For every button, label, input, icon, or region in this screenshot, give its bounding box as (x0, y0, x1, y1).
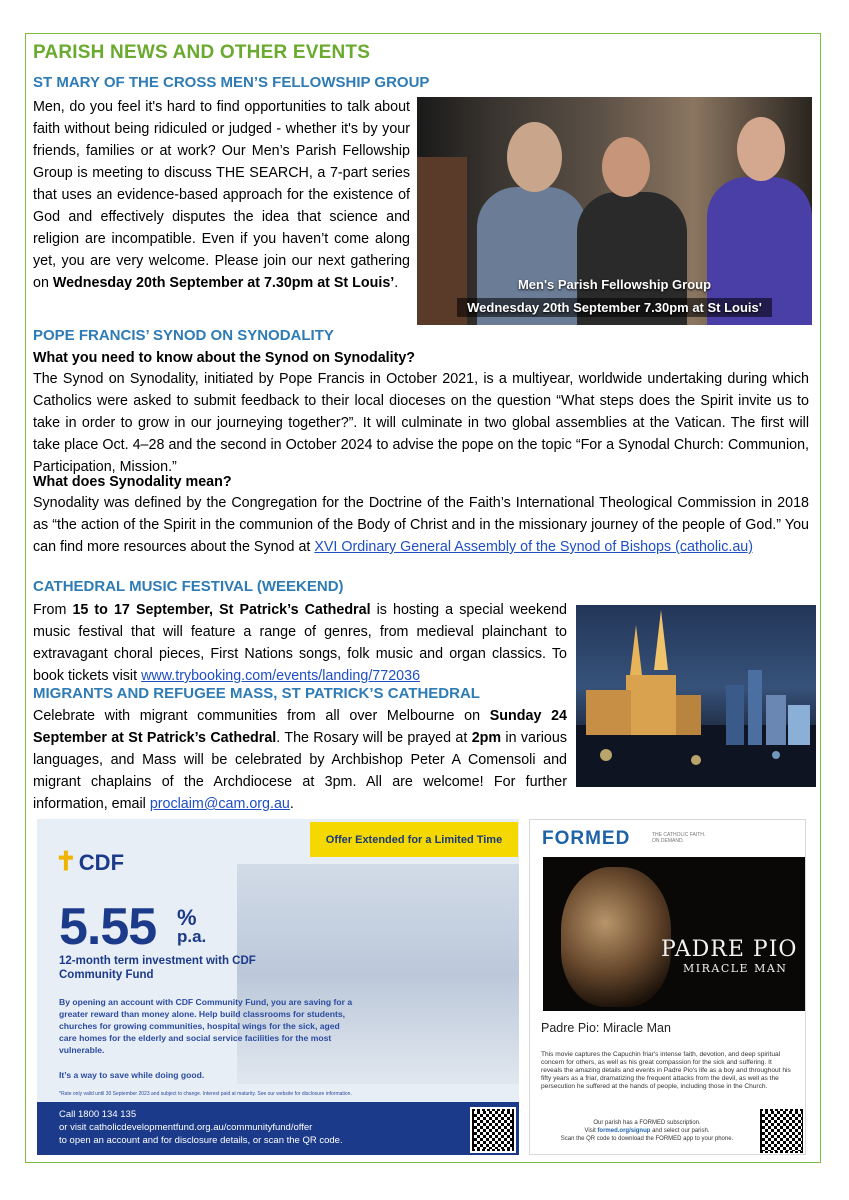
synod-question-1: What you need to know about the Synod on Synodality? (33, 350, 416, 366)
poster-title: PADRE PIO (661, 937, 798, 962)
synod-heading: POPE FRANCIS’ SYNOD ON SYNODALITY (33, 327, 334, 344)
trybooking-link[interactable]: www.trybooking.com/events/landing/772036 (141, 668, 421, 684)
mens-date: Wednesday 20th September at 7.30pm at St Louis’ (52, 275, 395, 291)
music-paragraph (33, 599, 567, 687)
cdf-website[interactable]: or visit catholicdevelopmentfund.org.au/communityfund/offer (59, 1122, 313, 1133)
cdf-fine-print: *Rate only valid until 30 September 2023 and subject to change. Interest paid at maturity. See our website for disclosure information. (59, 1091, 352, 1097)
cdf-logo (55, 846, 124, 877)
mens-group-photo (417, 97, 812, 325)
sub-visit: Visit (584, 1128, 598, 1134)
movie-title: Padre Pio: Miracle Man (541, 1021, 671, 1035)
migrants-end: . (289, 796, 294, 812)
cdf-instructions: to open an account and for disclosure details, or scan the QR code. (59, 1135, 343, 1146)
sub-line-2 (538, 1127, 756, 1135)
music-pre: From (33, 602, 73, 618)
sub-line-1: Our parish has a FORMED subscription. (593, 1120, 701, 1126)
cdf-logo-text: CDF (78, 850, 125, 875)
cdf-slogan: It’s a way to save while doing good. (59, 1070, 205, 1080)
formed-signup-link[interactable]: formed.org/signup (597, 1128, 651, 1134)
movie-description: This movie captures the Capuchin friar's intense faith, devotion, and deep spiritual concern for others, as well as his great compassion for the sick and suffering. It reveals the amazing details and events in Padre Pio's life as a boy and throughout his fifty years as a friar, dramatizing the frequent attacks from the devil, as well as the persecution he suffered at the hands of people, including those in the Church. (541, 1051, 791, 1090)
formed-advertisement (529, 819, 806, 1155)
mens-paragraph (33, 96, 410, 294)
photo-caption-title: Men's Parish Fellowship Group (517, 277, 712, 292)
sub-line-3: Scan the QR code to download the FORMED app to your phone. (560, 1136, 734, 1142)
term-description: 12-month term investment with CDF Community Fund (59, 955, 256, 981)
sub-select: and select our parish. (650, 1128, 710, 1134)
cdf-contact (59, 1108, 343, 1147)
formed-tagline (652, 832, 705, 844)
music-heading: CATHEDRAL MUSIC FESTIVAL (WEEKEND) (33, 578, 344, 595)
photo-caption-date: Wednesday 20th September 7.30pm at St Louis' (457, 298, 772, 317)
page-title: PARISH NEWS AND OTHER EVENTS (33, 42, 371, 63)
music-text: is hosting a special weekend music festival that will feature a range of genres, from medieval plainchant to extravagant choral pieces, First Nations songs, folk music and organ classics. To book tickets visit (33, 602, 567, 684)
migrants-text-3: in various languages, and Mass will be celebrated by Archbishop Peter A Comensoli and migrant chaplains of the Archdiocese at 3pm. All are welcome! For further information, email (33, 730, 567, 812)
formed-logo: FORMED (542, 828, 631, 849)
synod-paragraph-2 (33, 492, 809, 558)
cdf-advertisement (37, 819, 519, 1155)
synod-paragraph-1: The Synod on Synodality, initiated by Pope Francis in October 2021, is a multiyear, worldwide undertaking during which Catholics were asked to submit feedback to their local dioceses on the question “What steps does the Spirit invite us to take in order to grow in our journeying together?”. It will culminate in two global assemblies at the Vatican. The first will take place Oct. 4–28 and the second in October 2024 to advise the pope on the topic “For a Synodal Church: Communion, Participation, Mission.” (33, 371, 809, 475)
cdf-qr-code[interactable] (470, 1107, 516, 1153)
subscription-info (538, 1119, 756, 1143)
offer-banner: Offer Extended for a Limited Time (310, 822, 518, 857)
mens-heading: ST MARY OF THE CROSS MEN’S FELLOWSHIP GROUP (33, 74, 430, 91)
cdf-blurb: By opening an account with CDF Community Fund, you are saving for a greater reward than money alone. Help build classrooms for students, churches for growing communities, hospital wings for the sick, aged care homes for the elderly and social service facilities for the most vulnerable. (59, 997, 353, 1055)
per-annum: p.a. (177, 927, 207, 946)
interest-rate: 5.55 (59, 898, 157, 956)
synod-question-2: What does Synodality mean? (33, 474, 232, 490)
cathedral-photo (576, 605, 816, 787)
cdf-phone: Call 1800 134 135 (59, 1109, 137, 1120)
migrants-paragraph (33, 705, 567, 815)
mens-text: Men, do you feel it's hard to find opportunities to talk about faith without being ridiculed or judged - whether it's by your friends, families or at work? Our Men’s Parish Fellowship Group is meeting to discuss THE SEARCH, a 7-part series that uses an evidence-based approach for the existence of God and effectively disputes the idea that science and religion are incompatible. Even if you haven’t come along yet, you are very welcome. Please join our next gathering on (33, 99, 410, 291)
migrants-text-1: Celebrate with migrant communities from all over Melbourne on (33, 708, 490, 724)
music-dates: 15 to 17 September, St Patrick’s Cathedral (72, 602, 371, 618)
migrants-heading: MIGRANTS AND REFUGEE MASS, ST PATRICK’S CATHEDRAL (33, 685, 480, 702)
tagline-2: ON DEMAND. (652, 838, 684, 844)
migrants-date: Sunday 24 September at St Patrick’s Cathedral (33, 708, 568, 746)
migrants-time: 2pm (471, 730, 502, 746)
formed-qr-code[interactable] (758, 1107, 806, 1155)
tagline-1: THE CATHOLIC FAITH. (652, 832, 706, 838)
synod-text: Synodality was defined by the Congregation for the Doctrine of the Faith’s International Theological Commission in 2018 as “the action of the Spirit in the communion of the Body of Christ and in the missionary journey of the people of God.” You can find more resources about the Synod at (33, 495, 809, 555)
padre-pio-face (561, 867, 671, 1007)
padre-pio-poster (543, 857, 805, 1011)
cdf-footer (37, 1102, 519, 1155)
percent-sign: % (177, 905, 197, 930)
cross-icon: ✝ (55, 846, 77, 876)
synod-link[interactable]: XVI Ordinary General Assembly of the Synod of Bishops (catholic.au) (314, 539, 753, 555)
poster-subtitle: MIRACLE MAN (683, 962, 788, 975)
email-link[interactable]: proclaim@cam.org.au (149, 796, 290, 812)
migrants-text-2: . The Rosary will be prayed at (276, 730, 472, 746)
mens-end: . (394, 275, 399, 291)
